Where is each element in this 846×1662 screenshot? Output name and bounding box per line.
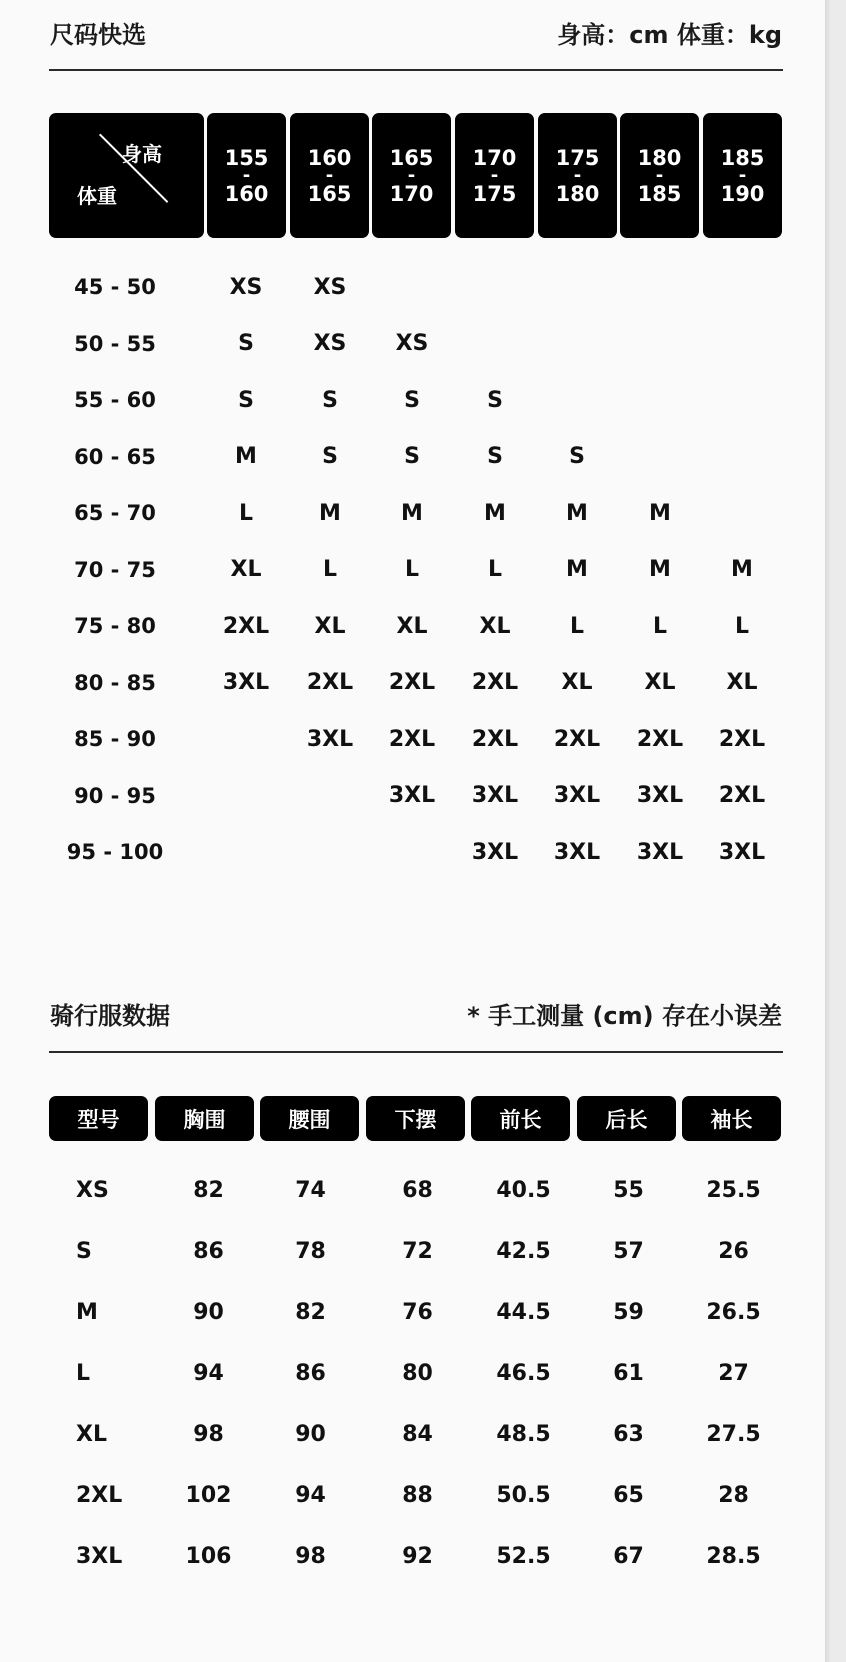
measure-value: 48.5 (496, 1421, 551, 1447)
size-cell: 3XL (471, 839, 519, 865)
measure-value: 59 (613, 1299, 644, 1325)
size-cell: L (734, 613, 750, 639)
height-range-header (538, 113, 617, 238)
size-cell: L (238, 500, 254, 526)
weight-range-label: 90 - 95 (74, 783, 156, 808)
size-name: S (76, 1238, 92, 1264)
height-to: 190 (720, 181, 765, 206)
measure-column-header: 袖长 (682, 1096, 781, 1141)
height-to: 175 (472, 181, 517, 206)
measure-value: 86 (295, 1360, 326, 1386)
size-cell: M (484, 500, 506, 526)
weight-range-label: 85 - 90 (74, 727, 156, 751)
measure-value: 102 (185, 1482, 232, 1508)
measure-value: 26.5 (706, 1299, 761, 1325)
measure-value: 82 (295, 1299, 326, 1325)
height-range-header (703, 113, 782, 238)
range-dash: - (242, 164, 251, 186)
weight-range-label: 55 - 60 (74, 388, 156, 412)
height-from: 185 (720, 145, 765, 170)
measure-value: 50.5 (496, 1482, 551, 1508)
size-cell: 2XL (471, 670, 519, 695)
measure-value: 84 (402, 1421, 433, 1447)
size-cell: 2XL (718, 783, 766, 808)
weight-range-label: 50 - 55 (74, 331, 156, 356)
measure-column-header: 型号 (49, 1096, 148, 1141)
size-cell: XL (479, 613, 511, 639)
size-name: XS (76, 1177, 109, 1203)
measure-title: 骑行服数据 (50, 1001, 170, 1030)
weight-range-label: 65 - 70 (74, 501, 156, 525)
range-dash: - (738, 164, 747, 186)
weight-range-label: 80 - 85 (74, 670, 156, 695)
height-range-header (455, 113, 534, 238)
measure-value: 27.5 (706, 1421, 761, 1447)
height-range-header (207, 113, 286, 238)
unit-note: 身高：cm 体重：kg (557, 20, 782, 49)
size-cell: M (319, 500, 341, 526)
weight-range-label: 70 - 75 (74, 557, 156, 582)
height-from: 165 (389, 145, 434, 170)
size-cell: 2XL (718, 726, 766, 752)
height-from: 170 (472, 145, 517, 170)
measure-value: 65 (613, 1482, 644, 1508)
measure-value: 88 (402, 1482, 433, 1508)
size-cell: 2XL (553, 726, 601, 752)
measure-value: 90 (193, 1299, 224, 1325)
size-cell: S (238, 387, 254, 413)
measure-value: 82 (193, 1177, 224, 1203)
measure-value: 26 (718, 1238, 749, 1264)
size-cell: L (404, 557, 420, 582)
measure-value: 92 (402, 1543, 433, 1569)
size-cell: XL (726, 670, 758, 695)
range-dash: - (490, 164, 499, 186)
size-cell: M (401, 500, 423, 526)
size-cell: XS (313, 331, 347, 356)
height-to: 180 (555, 181, 600, 206)
quick-size-title: 尺码快选 (50, 20, 146, 49)
size-cell: S (238, 331, 254, 356)
quick-size-header (50, 12, 782, 52)
height-from: 155 (224, 145, 269, 170)
measure-value: 40.5 (496, 1177, 551, 1203)
measure-value: 67 (613, 1543, 644, 1569)
range-dash: - (655, 164, 664, 186)
size-cell: S (322, 387, 338, 413)
range-dash: - (573, 164, 582, 186)
size-cell: 3XL (553, 783, 601, 808)
measure-value: 61 (613, 1360, 644, 1386)
measure-value: 78 (295, 1238, 326, 1264)
size-cell: S (404, 444, 420, 469)
measure-value: 106 (185, 1543, 232, 1569)
measure-value: 27 (718, 1360, 749, 1386)
size-cell: S (487, 444, 503, 469)
size-cell: XL (644, 670, 676, 695)
size-cell: 3XL (388, 783, 436, 808)
measure-column-header: 下摆 (366, 1096, 465, 1141)
size-cell: M (649, 500, 671, 526)
measure-header (50, 993, 782, 1033)
measure-note: * 手工测量 (cm) 存在小误差 (467, 1001, 782, 1030)
size-cell: 3XL (222, 670, 270, 695)
height-range-header (620, 113, 699, 238)
divider (49, 1051, 783, 1053)
size-cell: XL (561, 670, 593, 695)
measure-value: 72 (402, 1238, 433, 1264)
measure-value: 86 (193, 1238, 224, 1264)
measure-value: 80 (402, 1360, 433, 1386)
size-cell: S (487, 387, 503, 413)
measure-value: 55 (613, 1177, 644, 1203)
size-cell: M (566, 557, 588, 582)
measure-value: 46.5 (496, 1360, 551, 1386)
range-dash: - (325, 164, 334, 186)
size-cell: 3XL (636, 783, 684, 808)
height-to: 170 (389, 181, 434, 206)
size-cell: 3XL (636, 839, 684, 865)
size-cell: S (569, 444, 585, 469)
measure-column-header: 前长 (471, 1096, 570, 1141)
measure-column-header: 胸围 (155, 1096, 254, 1141)
measure-column-header: 后长 (577, 1096, 676, 1141)
weight-range-label: 45 - 50 (74, 275, 156, 299)
size-cell: 2XL (636, 726, 684, 752)
size-cell: XL (396, 613, 428, 639)
size-cell: L (487, 557, 503, 582)
height-range-header (372, 113, 451, 238)
size-cell: 3XL (306, 726, 354, 752)
size-cell: S (404, 387, 420, 413)
size-cell: M (731, 557, 753, 582)
measure-value: 42.5 (496, 1238, 551, 1264)
size-cell: 2XL (222, 613, 270, 639)
size-cell: 3XL (471, 783, 519, 808)
measure-value: 68 (402, 1177, 433, 1203)
size-cell: 3XL (718, 839, 766, 865)
size-cell: 2XL (471, 726, 519, 752)
size-cell: XS (313, 274, 347, 300)
page-edge (825, 0, 831, 1662)
measure-value: 94 (295, 1482, 326, 1508)
size-cell: L (322, 557, 338, 582)
size-cell: M (649, 557, 671, 582)
measure-value: 94 (193, 1360, 224, 1386)
size-cell: 3XL (553, 839, 601, 865)
range-dash: - (407, 164, 416, 186)
height-from: 160 (307, 145, 352, 170)
measure-value: 74 (295, 1177, 326, 1203)
size-name: XL (76, 1421, 107, 1447)
height-to: 165 (307, 181, 352, 206)
size-name: 2XL (76, 1482, 123, 1508)
height-from: 175 (555, 145, 600, 170)
height-from: 180 (637, 145, 682, 170)
measure-value: 63 (613, 1421, 644, 1447)
height-range-header (290, 113, 369, 238)
measure-value: 76 (402, 1299, 433, 1325)
measure-value: 52.5 (496, 1543, 551, 1569)
measure-value: 25.5 (706, 1177, 761, 1203)
size-cell: XL (314, 613, 346, 639)
size-cell: XL (230, 557, 262, 582)
weight-range-label: 60 - 65 (74, 444, 156, 469)
measure-value: 98 (193, 1421, 224, 1447)
measure-value: 28.5 (706, 1543, 761, 1569)
size-cell: L (569, 613, 585, 639)
height-to: 185 (637, 181, 682, 206)
size-name: M (76, 1299, 98, 1325)
size-cell: 2XL (388, 726, 436, 752)
size-cell: M (566, 500, 588, 526)
size-cell: 2XL (388, 670, 436, 695)
size-name: 3XL (76, 1543, 123, 1569)
measure-value: 28 (718, 1482, 749, 1508)
weight-axis-label: 体重 (77, 184, 117, 208)
size-cell: 2XL (306, 670, 354, 695)
measure-column-header: 腰围 (260, 1096, 359, 1141)
weight-range-label: 95 - 100 (66, 840, 164, 864)
height-to: 160 (224, 181, 269, 206)
measure-value: 57 (613, 1238, 644, 1264)
size-cell: L (652, 613, 668, 639)
corner-header-cell (49, 113, 204, 238)
divider (49, 69, 783, 71)
weight-range-label: 75 - 80 (74, 614, 156, 638)
height-axis-label: 身高 (122, 142, 162, 166)
measure-value: 44.5 (496, 1299, 551, 1325)
size-cell: XS (395, 331, 429, 356)
size-cell: XS (229, 274, 263, 300)
size-cell: M (235, 444, 257, 469)
measure-value: 90 (295, 1421, 326, 1447)
size-name: L (76, 1360, 91, 1386)
size-cell: S (322, 444, 338, 469)
measure-value: 98 (295, 1543, 326, 1569)
